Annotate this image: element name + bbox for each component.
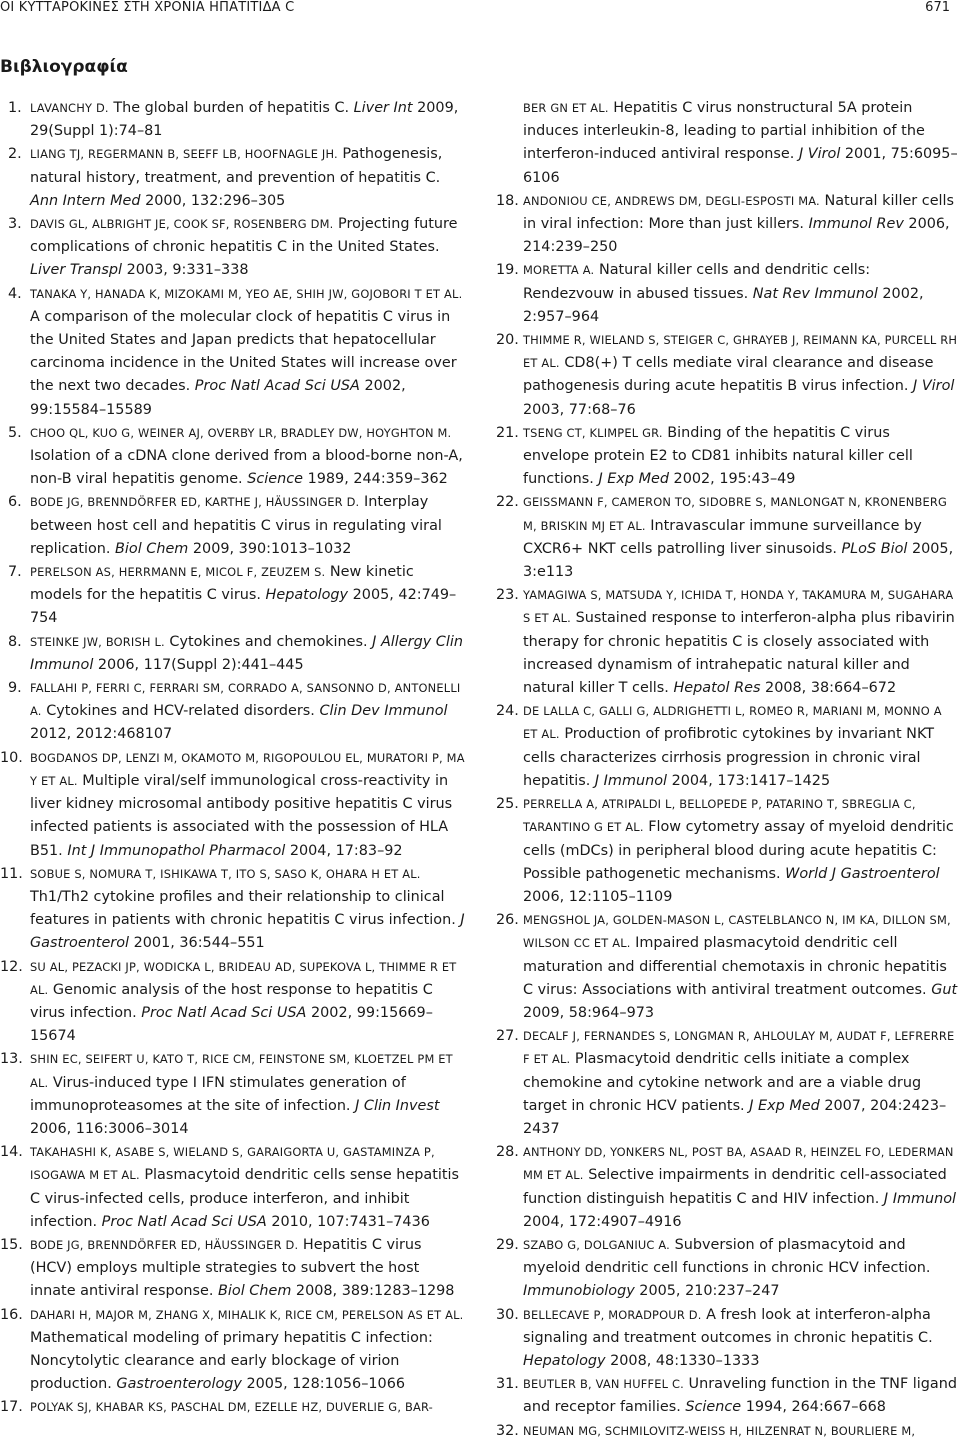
reference-citation: 2007, 204:2423–2437: [523, 1097, 947, 1137]
reference-item: [498, 1141, 958, 1234]
reference-item: [498, 584, 958, 700]
reference-number: 32.: [496, 1422, 519, 1439]
reference-citation: 2001, 75:6095–6106: [523, 146, 958, 186]
reference-item: [498, 1025, 958, 1141]
reference-list-left: [0, 97, 466, 1420]
reference-journal: World J Gastroenterol: [785, 865, 940, 882]
reference-number: 17.: [0, 1399, 23, 1416]
reference-authors: BODE JG, BRENNDÖRFER ED, KARTHE J, HÄUSSINGER D.: [30, 495, 360, 510]
reference-citation: 2006, 12:1105–1109: [523, 888, 673, 905]
reference-journal: Clin Dev Immunol: [319, 703, 448, 720]
reference-title: Flow cytometry assay of myeloid dendritic cells (mDCs) in peripheral blood during acute hepatitis C: Possible pathogenetic mechanisms.: [523, 819, 954, 882]
reference-item: [0, 956, 466, 1049]
reference-citation: 2004, 17:83–92: [285, 842, 403, 859]
reference-citation: 2004, 173:1417–1425: [667, 772, 831, 789]
reference-number: 12.: [0, 958, 23, 975]
reference-title: Production of profibrotic cytokines by invariant NKT cells characterizes cirrhosis progression in chronic viral hepatitis.: [523, 726, 935, 789]
reference-item: [498, 909, 958, 1025]
reference-authors: SHIN EC, SEIFERT U, KATO T, RICE CM, FEINSTONE SM, KLOETZEL PM ET AL.: [30, 1052, 453, 1090]
reference-citation: 2006, 214:239–250: [523, 216, 950, 256]
reference-authors: BER GN ET AL.: [523, 101, 609, 115]
reference-item: [8, 491, 466, 561]
reference-authors: POLYAK SJ, KHABAR KS, PASCHAL DM, EZELLE HZ, DUVERLIE G, BAR-: [30, 1400, 433, 1415]
reference-title: Binding of the hepatitis C virus envelope protein E2 to CD81 inhibits natural killer cell functions.: [523, 424, 913, 488]
reference-item: [0, 863, 466, 956]
reference-authors: STEINKE JW, BORISH L.: [30, 634, 165, 649]
reference-journal: Proc Natl Acad Sci USA: [101, 1213, 267, 1230]
reference-item: [498, 491, 958, 584]
reference-item: [8, 677, 466, 747]
reference-authors: FALLAHI P, FERRI C, FERRARI SM, CORRADO A, SANSONNO D, ANTONELLI A.: [30, 681, 461, 719]
reference-authors: DE LALLA C, GALLI G, ALDRIGHETTI L, ROMEO R, MARIANI M, MONNO A ET AL.: [523, 704, 942, 742]
references-right-column: [498, 97, 958, 1443]
section-title: Βιβλιογραφία: [0, 57, 128, 77]
reference-authors: TAKAHASHI K, ASABE S, WIELAND S, GARAIGORTA U, GASTAMINZA P, ISOGAWA M ET AL.: [30, 1145, 435, 1183]
reference-journal: J Gastroenterol: [30, 912, 465, 952]
reference-citation: 2012, 2012:468107: [30, 726, 173, 743]
reference-number: 6.: [8, 494, 22, 511]
reference-number: 22.: [496, 494, 519, 511]
reference-item: [8, 143, 466, 213]
reference-item: [498, 1420, 958, 1443]
reference-citation: 2000, 132:296–305: [140, 192, 286, 209]
reference-title: Mathematical modeling of primary hepatitis C infection: Noncytolytic clearance and early blockage of virion production.: [30, 1329, 433, 1393]
reference-citation: 2006, 117(Suppl 2):441–445: [93, 656, 304, 673]
reference-journal: Hepatology: [265, 587, 349, 604]
reference-citation: 2003, 77:68–76: [523, 401, 636, 418]
reference-number: 21.: [496, 424, 519, 441]
reference-journal: Gastroenterology: [116, 1376, 242, 1393]
reference-journal: Ann Intern Med: [30, 192, 141, 209]
reference-authors: BELLECAVE P, MORADPOUR D.: [523, 1307, 702, 1322]
reference-title: Hepatitis C virus (HCV) employs multiple strategies to subvert the host innate antiviral response.: [30, 1236, 422, 1300]
reference-list-right: [498, 97, 958, 1443]
reference-authors: MENGSHOL JA, GOLDEN-MASON L, CASTELBLANCO N, IM KA, DILLON SM, WILSON CC ET AL.: [523, 913, 951, 951]
reference-number: 13.: [0, 1051, 23, 1068]
reference-authors: PERRELLA A, ATRIPALDI L, BELLOPEDE P, PATARINO T, SBREGLIA C, TARANTINO G ET AL.: [523, 797, 916, 835]
reference-number: 20.: [496, 332, 519, 349]
reference-title: Natural killer cells and dendritic cells: Rendezvouw in abused tissues.: [523, 262, 871, 302]
reference-title: Impaired plasmacytoid dendritic cell maturation and differential chemotaxis in chronic hepatitis C virus: Associations with antiviral treatment outcomes.: [523, 935, 947, 998]
reference-title: Pathogenesis, natural history, treatment, and prevention of hepatitis C.: [30, 146, 443, 186]
reference-number: 30.: [496, 1306, 519, 1323]
reference-number: 18.: [496, 192, 519, 209]
reference-citation: 2005, 42:749–754: [30, 587, 457, 627]
reference-number: 27.: [496, 1028, 519, 1045]
reference-authors: BOGDANOS DP, LENZI M, OKAMOTO M, RIGOPOULOU EL, MURATORI P, MA Y ET AL.: [30, 750, 465, 788]
reference-journal: Proc Natl Acad Sci USA: [194, 378, 360, 395]
reference-journal: Biol Chem: [115, 540, 189, 557]
reference-number: 16.: [0, 1306, 23, 1323]
reference-number: 19.: [496, 262, 519, 279]
reference-authors: GEISSMANN F, CAMERON TO, SIDOBRE S, MANLONGAT N, KRONENBERG M, BRISKIN MJ ET AL.: [523, 495, 948, 533]
reference-title: Cytokines and HCV-related disorders.: [41, 703, 320, 720]
reference-title: Intravascular immune surveillance by CXCR6+ NKT cells patrolling liver sinusoids.: [523, 517, 922, 557]
reference-citation: 1989, 244:359–362: [303, 471, 448, 488]
reference-journal: Nat Rev Immunol: [752, 285, 878, 302]
reference-journal: Immunobiology: [523, 1283, 635, 1300]
reference-number: 25.: [496, 796, 519, 813]
reference-number: 1.: [8, 100, 22, 116]
reference-title: The global burden of hepatitis C.: [108, 100, 354, 116]
reference-authors: SZABO G, DOLGANIUC A.: [523, 1237, 670, 1252]
reference-title: Th1/Th2 cytokine profiles and their relationship to clinical features in patients with chronic hepatitis C virus infection.: [30, 888, 461, 929]
reference-citation: 2005, 128:1056–1066: [241, 1376, 406, 1393]
page-header: [0, 0, 960, 22]
reference-authors: DECALF J, FERNANDES S, LONGMAN R, AHLOULAY M, AUDAT F, LEFRERRE F ET AL.: [523, 1029, 955, 1067]
reference-authors: TSENG CT, KLIMPEL GR.: [523, 425, 663, 440]
reference-journal: J Clin Invest: [355, 1097, 440, 1114]
reference-citation: 2002, 99:15669–15674: [30, 1004, 433, 1045]
reference-title: Subversion of plasmacytoid and myeloid dendritic cell functions in chronic HCV infection.: [523, 1236, 931, 1277]
reference-title: A comparison of the molecular clock of hepatitis C virus in the United States and Japan predicts that hepatocellular carcinoma incidence in the United States will increase over the next two decades.: [30, 308, 457, 395]
reference-authors: SOBUE S, NOMURA T, ISHIKAWA T, ITO S, SASO K, OHARA H ET AL.: [30, 866, 421, 881]
reference-journal: PLoS Biol: [841, 540, 908, 557]
reference-item: [498, 793, 958, 909]
reference-title: Projecting future complications of chronic hepatitis C in the United States.: [30, 216, 458, 256]
reference-authors: BEUTLER B, VAN HUFFEL C.: [523, 1377, 684, 1392]
running-title: ΟΙ ΚΥΤΤΑΡΟΚΙΝΕΣ ΣΤΗ ΧΡΟΝΙΑ ΗΠΑΤΙΤΙΔΑ C: [0, 0, 295, 15]
reference-citation: 2005, 3:e113: [523, 540, 954, 581]
reference-item: [498, 422, 958, 492]
reference-journal: J Immunol: [594, 772, 668, 789]
reference-journal: Proc Natl Acad Sci USA: [141, 1004, 307, 1021]
reference-title: Natural killer cells in viral infection: More than just killers.: [523, 192, 955, 233]
reference-authors: BODE JG, BRENNDÖRFER ED, HÄUSSINGER D.: [30, 1237, 299, 1252]
reference-title: Unraveling function in the TNF ligand and receptor families.: [523, 1376, 957, 1416]
reference-authors: LIANG TJ, REGERMANN B, SEEFF LB, HOOFNAGLE JH.: [30, 147, 338, 162]
reference-title: Cytokines and chemokines.: [164, 633, 373, 650]
reference-item: [8, 631, 466, 677]
reference-citation: 2009, 58:964–973: [523, 1004, 655, 1021]
reference-citation: 1994, 264:667–668: [741, 1399, 886, 1416]
reference-item: [8, 213, 466, 283]
reference-citation: 2002, 99:15584–15589: [30, 378, 406, 418]
reference-title: Virus-induced type I IFN stimulates generation of immunoproteasomes at the site of infection.: [30, 1074, 406, 1114]
reference-title: Plasmacytoid dendritic cells initiate a complex chemokine and cytokine network and are a viable drug target in chronic HCV patients.: [523, 1051, 922, 1114]
reference-item: [8, 283, 466, 422]
reference-authors: YAMAGIWA S, MATSUDA Y, ICHIDA T, HONDA Y, TAKAMURA M, SUGAHARA S ET AL.: [523, 588, 954, 626]
reference-item: [498, 1234, 958, 1304]
reference-citation: 2006, 116:3006–3014: [30, 1120, 189, 1137]
reference-title: Sustained response to interferon-alpha plus ribavirin therapy for chronic hepatitis C is closely associated with increased dynamism of intrahepatic natural killer and natural killer T cells.: [523, 610, 955, 697]
reference-item: [0, 1304, 466, 1397]
reference-item: [498, 329, 958, 422]
reference-journal: J Allergy Clin Immunol: [30, 633, 463, 673]
reference-number: 23.: [496, 587, 519, 604]
reference-authors: ANDONIOU CE, ANDREWS DM, DEGLI-ESPOSTI MA.: [523, 193, 820, 208]
reference-journal: J Exp Med: [749, 1097, 820, 1114]
reference-title: Interplay between host cell and hepatitis C virus in regulating viral replication.: [30, 494, 442, 557]
reference-item: [0, 1048, 466, 1141]
reference-number: 10.: [0, 749, 23, 766]
reference-item: [8, 97, 466, 143]
reference-citation: 2001, 36:544–551: [129, 935, 265, 952]
reference-journal: Liver Int: [353, 100, 413, 116]
reference-journal: Int J Immunopathol Pharmacol: [67, 842, 286, 859]
reference-title: Plasmacytoid dendritic cells sense hepatitis C virus-infected cells, produce interferon, and inhibit infection.: [30, 1167, 460, 1230]
reference-citation: 2002, 2:957–964: [523, 285, 924, 325]
reference-item: [498, 700, 958, 793]
reference-item: [0, 1234, 466, 1304]
reference-number: 28.: [496, 1144, 519, 1161]
reference-number: 15.: [0, 1236, 23, 1253]
reference-number: 4.: [8, 285, 22, 302]
reference-item: [498, 190, 958, 260]
reference-authors: DAHARI H, MAJOR M, ZHANG X, MIHALIK K, RICE CM, PERELSON AS ET AL.: [30, 1307, 464, 1322]
reference-number: 24.: [496, 703, 519, 720]
reference-title: A fresh look at interferon-alpha signaling and treatment outcomes in chronic hepatitis C.: [523, 1306, 933, 1346]
reference-number: 31.: [496, 1376, 519, 1393]
reference-journal: J Virol: [798, 146, 841, 163]
reference-item: [498, 97, 958, 190]
reference-item: [0, 1141, 466, 1234]
reference-number: 9.: [8, 680, 22, 697]
reference-citation: 2009, 29(Suppl 1):74–81: [30, 100, 459, 140]
reference-title: Multiple viral/self immunological cross-reactivity in liver kidney microsomal antibody positive hepatitis C virus infected patients is associated with the possession of HLA B51.: [30, 772, 453, 859]
reference-authors: PERELSON AS, HERRMANN E, MICOL F, ZEUZEM S.: [30, 565, 326, 580]
references-left-column: [0, 97, 466, 1420]
page-number: 671: [925, 0, 950, 15]
reference-title: Genomic analysis of the host response to hepatitis C virus infection.: [30, 981, 433, 1021]
reference-citation: 2008, 38:664–672: [760, 680, 897, 697]
reference-number: 3.: [8, 216, 22, 233]
reference-authors: NEUMAN MG, SCHMILOVITZ-WEISS H, HILZENRAT N, BOURLIERE M,: [523, 1423, 916, 1438]
reference-journal: Liver Transpl: [30, 262, 123, 279]
reference-journal: Gut: [931, 981, 958, 998]
reference-authors: ANTHONY DD, YONKERS NL, POST BA, ASAAD R, HEINZEL FO, LEDERMAN MM ET AL.: [523, 1145, 954, 1183]
reference-item: [0, 1396, 466, 1419]
reference-authors: CHOO QL, KUO G, WEINER AJ, OVERBY LR, BRADLEY DW, HOYGHTON M.: [30, 425, 452, 440]
reference-citation: 2002, 195:43–49: [668, 471, 796, 488]
reference-journal: J Virol: [913, 378, 955, 395]
reference-authors: MORETTA A.: [523, 263, 595, 278]
reference-authors: THIMME R, WIELAND S, STEIGER C, GHRAYEB J, REIMANN KA, PURCELL RH ET AL.: [523, 333, 958, 371]
reference-journal: Hepatology: [523, 1352, 606, 1369]
reference-number: 29.: [496, 1236, 519, 1253]
reference-number: 14.: [0, 1144, 23, 1161]
reference-number: 2.: [8, 146, 22, 163]
reference-journal: Immunol Rev: [808, 216, 904, 233]
reference-journal: Science: [247, 471, 304, 488]
reference-journal: Hepatol Res: [673, 680, 761, 697]
reference-journal: Biol Chem: [218, 1283, 292, 1300]
reference-authors: SU AL, PEZACKI JP, WODICKA L, BRIDEAU AD, SUPEKOVA L, THIMME R ET AL.: [30, 959, 457, 997]
reference-citation: 2009, 390:1013–1032: [188, 540, 352, 557]
reference-title: CD8(+) T cells mediate viral clearance and disease pathogenesis during acute hepatitis B virus infection.: [523, 355, 934, 395]
reference-number: 11.: [0, 865, 23, 882]
reference-number: 8.: [8, 633, 22, 650]
reference-citation: 2008, 48:1330–1333: [605, 1352, 760, 1369]
reference-citation: 2004, 172:4907–4916: [523, 1213, 682, 1230]
reference-citation: 2010, 107:7431–7436: [266, 1213, 430, 1230]
reference-title: Isolation of a cDNA clone derived from a blood-borne non-A, non-B viral hepatitis genome.: [30, 448, 463, 488]
reference-citation: 2003, 9:331–338: [122, 262, 249, 279]
reference-journal: J Exp Med: [598, 471, 669, 488]
reference-number: 7.: [8, 564, 22, 581]
reference-citation: 2005, 210:237–247: [634, 1283, 780, 1300]
reference-item: [8, 422, 466, 492]
reference-number: 5.: [8, 424, 22, 441]
reference-item: [498, 1304, 958, 1374]
reference-item: [498, 1373, 958, 1419]
reference-number: 26.: [496, 912, 519, 929]
reference-title: Hepatitis C virus nonstructural 5A protein induces interleukin-8, leading to partial inhibition of the interferon-induced antiviral response.: [523, 100, 925, 163]
reference-authors: LAVANCHY D.: [30, 101, 109, 115]
reference-journal: J Immunol: [883, 1190, 957, 1207]
reference-citation: 2008, 389:1283–1298: [291, 1283, 455, 1300]
reference-authors: DAVIS GL, ALBRIGHT JE, COOK SF, ROSENBERG DM.: [30, 217, 334, 232]
reference-item: [0, 747, 466, 863]
reference-title: New kinetic models for the hepatitis C virus.: [30, 564, 414, 604]
reference-item: [498, 259, 958, 329]
reference-item: [8, 561, 466, 631]
reference-authors: TANAKA Y, HANADA K, MIZOKAMI M, YEO AE, SHIH JW, GOJOBORI T ET AL.: [30, 286, 463, 301]
reference-title: Selective impairments in dendritic cell-associated function distinguish hepatitis C and HIV infection.: [523, 1167, 947, 1207]
reference-journal: Science: [685, 1399, 742, 1416]
